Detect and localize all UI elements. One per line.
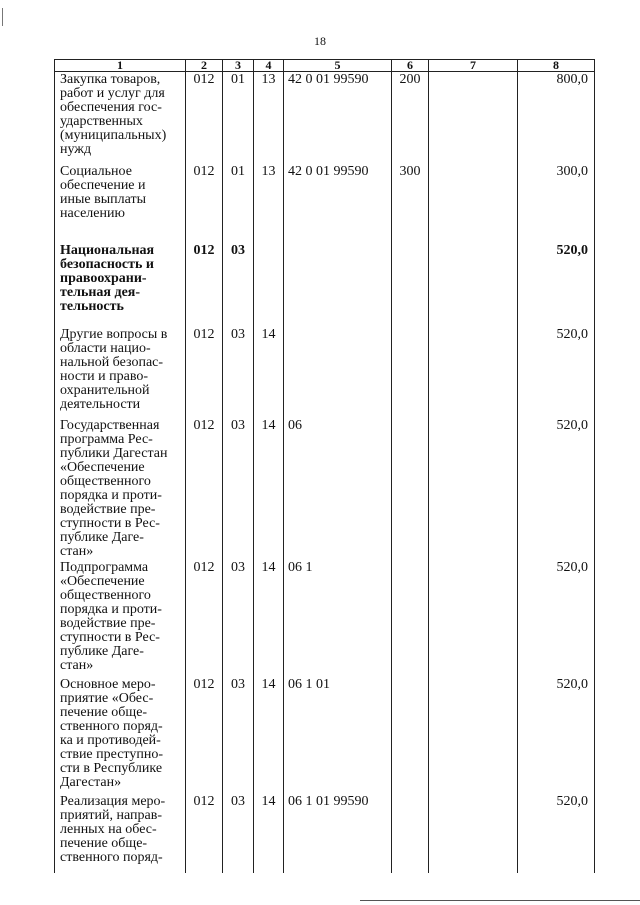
row-name-line: программа Рес- — [60, 432, 153, 447]
table-row — [55, 677, 595, 794]
column-7-cell — [429, 560, 518, 677]
row-name-cell — [55, 677, 186, 794]
section-code-cell: 03 — [223, 677, 254, 794]
table-row — [55, 418, 595, 560]
header-col-2: 2 — [186, 60, 223, 72]
row-name-line: правоохрани- — [60, 271, 147, 286]
subsection-code-cell: 13 — [254, 72, 284, 165]
row-name-line: охранительной — [60, 383, 150, 398]
row-name-line: печение обще- — [60, 836, 148, 851]
target-article-cell: 42 0 01 99590 — [284, 164, 392, 243]
amount-cell: 520,0 — [518, 560, 595, 677]
column-7-cell — [429, 243, 518, 327]
page-number: 18 — [314, 34, 326, 48]
row-name-line: «Обеспечение — [60, 574, 145, 589]
expense-type-cell — [392, 418, 429, 560]
column-7-cell — [429, 327, 518, 418]
table-row — [55, 164, 595, 243]
row-name-line: Подпрограмма — [60, 560, 149, 575]
table-row — [55, 560, 595, 677]
row-name-cell — [55, 560, 186, 677]
scan-bottom-line — [360, 900, 640, 901]
row-name-line: Закупка товаров, — [60, 72, 161, 87]
row-name-line: деятельности — [60, 397, 141, 412]
ministry-code-cell: 012 — [186, 794, 223, 873]
expense-type-cell — [392, 794, 429, 873]
header-col-8: 8 — [518, 60, 595, 72]
header-row — [55, 60, 595, 72]
section-code-cell: 03 — [223, 418, 254, 560]
subsection-code-cell: 13 — [254, 164, 284, 243]
ministry-code-cell: 012 — [186, 677, 223, 794]
table-row — [55, 243, 595, 327]
row-name-line: сти в Республике — [60, 761, 163, 776]
row-name-line: обеспечения гос- — [60, 100, 162, 115]
row-name-line: ствие преступно- — [60, 747, 163, 762]
row-name-line: приятий, направ- — [60, 808, 163, 823]
row-name-line: безопасность и — [60, 257, 154, 272]
row-name-line: ственного поряд- — [60, 719, 163, 734]
target-article-cell: 06 1 01 — [284, 677, 392, 794]
row-name-cell — [55, 418, 186, 560]
section-code-cell: 01 — [223, 164, 254, 243]
subsection-code-cell: 14 — [254, 794, 284, 873]
row-name-line: Дагестан» — [60, 775, 122, 790]
header-col-6: 6 — [392, 60, 429, 72]
scan-edge-mark — [2, 8, 3, 26]
row-name-line: «Обеспечение — [60, 460, 145, 475]
section-code-cell: 01 — [223, 72, 254, 165]
ministry-code-cell: 012 — [186, 560, 223, 677]
row-name-line: области нацио- — [60, 341, 151, 356]
section-code-cell: 03 — [223, 560, 254, 677]
table-row — [55, 72, 595, 165]
row-name-line: (муниципальных) — [60, 128, 167, 143]
target-article-cell: 06 1 — [284, 560, 392, 677]
amount-cell: 520,0 — [518, 243, 595, 327]
ministry-code-cell: 012 — [186, 243, 223, 327]
subsection-code-cell: 14 — [254, 560, 284, 677]
row-name-line: обеспечение и — [60, 178, 146, 193]
row-name-line: публики Дагестан — [60, 446, 168, 461]
row-name-line: тельная дея- — [60, 285, 141, 300]
ministry-code-cell: 012 — [186, 327, 223, 418]
row-name-line: ленных на обес- — [60, 822, 157, 837]
row-name-line: публике Даге- — [60, 530, 144, 545]
ministry-code-cell: 012 — [186, 418, 223, 560]
row-name-line: работ и услуг для — [60, 86, 165, 101]
row-name-line: тельность — [60, 299, 124, 314]
column-7-cell — [429, 72, 518, 165]
header-col-3: 3 — [223, 60, 254, 72]
amount-cell: 520,0 — [518, 327, 595, 418]
target-article-cell: 06 — [284, 418, 392, 560]
row-name-cell — [55, 243, 186, 327]
amount-cell: 800,0 — [518, 72, 595, 165]
row-name-line: Основное меро- — [60, 677, 156, 692]
row-name-line: порядка и проти- — [60, 488, 162, 503]
row-name-line: общественного — [60, 474, 151, 489]
ministry-code-cell: 012 — [186, 72, 223, 165]
header-col-1: 1 — [55, 60, 186, 72]
row-name-line: Государственная — [60, 418, 160, 433]
expense-type-cell — [392, 327, 429, 418]
table-row — [55, 327, 595, 418]
ministry-code-cell: 012 — [186, 164, 223, 243]
amount-cell: 300,0 — [518, 164, 595, 243]
budget-table — [54, 59, 595, 873]
row-name-line: Другие вопросы в — [60, 327, 168, 342]
row-name-line: водействие пре- — [60, 616, 156, 631]
row-name-line: ственного поряд- — [60, 850, 163, 865]
amount-cell: 520,0 — [518, 794, 595, 873]
row-name-line: стан» — [60, 544, 94, 559]
amount-cell: 520,0 — [518, 418, 595, 560]
expense-type-cell — [392, 677, 429, 794]
row-name-line: иные выплаты — [60, 192, 146, 207]
row-name-line: водействие пре- — [60, 502, 156, 517]
row-name-line: ка и противодей- — [60, 733, 161, 748]
header-col-4: 4 — [254, 60, 284, 72]
column-7-cell — [429, 164, 518, 243]
row-name-line: общественного — [60, 588, 151, 603]
amount-cell: 520,0 — [518, 677, 595, 794]
row-name-line: ступности в Рес- — [60, 516, 160, 531]
column-7-cell — [429, 677, 518, 794]
header-col-5: 5 — [284, 60, 392, 72]
row-name-line: приятие «Обес- — [60, 691, 154, 706]
subsection-code-cell: 14 — [254, 677, 284, 794]
table-body — [55, 72, 595, 874]
column-7-cell — [429, 418, 518, 560]
row-name-line: ности и право- — [60, 369, 149, 384]
expense-type-cell: 300 — [392, 164, 429, 243]
row-name-line: нужд — [60, 142, 92, 157]
row-name-line: ударственных — [60, 114, 143, 129]
row-name-cell — [55, 164, 186, 243]
row-name-cell — [55, 327, 186, 418]
row-name-cell — [55, 794, 186, 873]
row-name-line: Национальная — [60, 243, 155, 258]
row-name-line: печение обще- — [60, 705, 148, 720]
row-name-line: публике Даге- — [60, 644, 144, 659]
expense-type-cell: 200 — [392, 72, 429, 165]
row-name-cell — [55, 72, 186, 165]
row-name-line: стан» — [60, 658, 94, 673]
row-name-line: порядка и проти- — [60, 602, 162, 617]
subsection-code-cell: 14 — [254, 327, 284, 418]
column-7-cell — [429, 794, 518, 873]
subsection-code-cell — [254, 243, 284, 327]
table-row — [55, 794, 595, 873]
section-code-cell: 03 — [223, 794, 254, 873]
header-col-7: 7 — [429, 60, 518, 72]
target-article-cell: 42 0 01 99590 — [284, 72, 392, 165]
row-name-line: нальной безопас- — [60, 355, 164, 370]
expense-type-cell — [392, 243, 429, 327]
target-article-cell — [284, 327, 392, 418]
expense-type-cell — [392, 560, 429, 677]
target-article-cell — [284, 243, 392, 327]
row-name-line: населению — [60, 206, 125, 221]
section-code-cell: 03 — [223, 243, 254, 327]
row-name-line: Социальное — [60, 164, 132, 179]
row-name-line: ступности в Рес- — [60, 630, 160, 645]
section-code-cell: 03 — [223, 327, 254, 418]
target-article-cell: 06 1 01 99590 — [284, 794, 392, 873]
subsection-code-cell: 14 — [254, 418, 284, 560]
row-name-line: Реализация меро- — [60, 794, 166, 809]
